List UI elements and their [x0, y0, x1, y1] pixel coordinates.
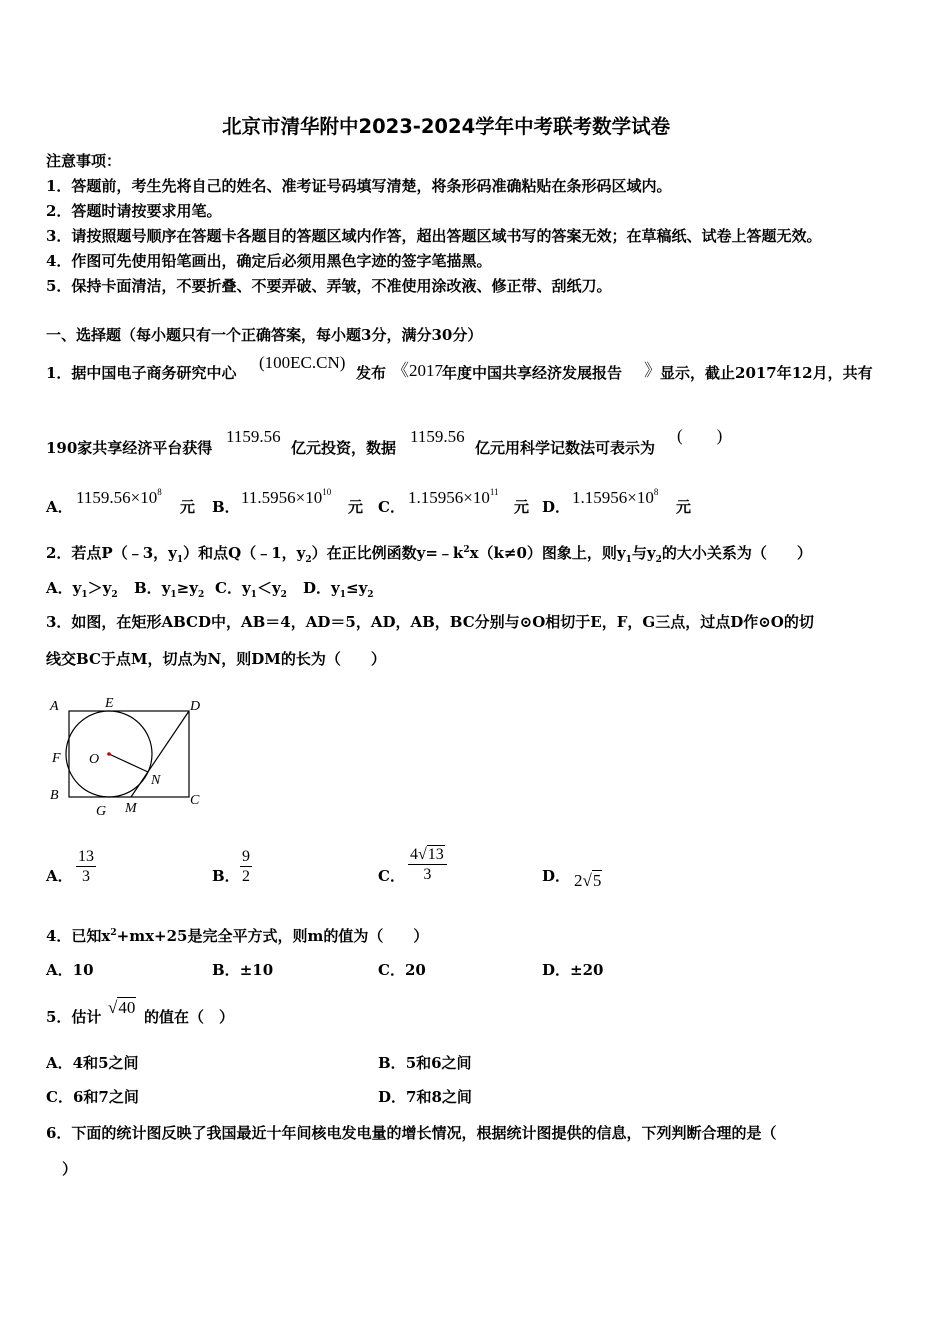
label-n: N — [151, 773, 161, 788]
label-f: F — [52, 751, 61, 766]
option-c: C．6和7之间 — [46, 1088, 139, 1106]
section-heading: 一、选择题（每小题只有一个正确答案，每小题3分，满分30分） — [46, 326, 483, 344]
question-1-text-part: 显示，截止2017年12月，共有 — [660, 364, 873, 382]
option-label: D． — [542, 867, 571, 885]
option-a: A．$y_1>y_2$ — [46, 579, 118, 600]
option-fraction: $\frac{13}{3}$ — [78, 848, 94, 885]
q1-math-year: 《2017 — [392, 361, 443, 380]
question-2-stem: 2．若点P（﹣3，$y_1$）和点Q（﹣1，$y_2$）在正比例函数$y=﹣k^2x(k\ne 0)$图象上，则$y_1$与$y_2$的大小关系为（ ） — [46, 544, 812, 565]
option-label: B． — [212, 867, 240, 885]
notice-item: 2．答题时请按要求用笔。 — [46, 202, 222, 220]
option-d: D．7和8之间 — [378, 1088, 472, 1106]
label-e: E — [105, 696, 114, 711]
option-label: C． — [378, 498, 405, 516]
notice-heading: 注意事项： — [46, 152, 122, 170]
question-3-text: 线交BC于点M，切点为N，则DM的长为（ ） — [46, 650, 386, 668]
option-label: B． — [212, 498, 240, 516]
option-fraction: $\frac{4√13}{3}$ — [408, 847, 447, 883]
q1-math-bracket: 》 — [644, 361, 661, 380]
notice-item: 5．保持卡面清洁，不要折叠、不要弄破、弄皱，不准使用涂改液、修正带、刮纸刀。 — [46, 277, 612, 295]
option-b: B．±10 — [212, 961, 274, 979]
center-point — [107, 752, 111, 756]
notice-item: 4．作图可先使用铅笔画出，确定后必须用黑色字迹的签字笔描黑。 — [46, 252, 492, 270]
option-math: $11.5956\times 10^{10}$ — [241, 487, 332, 507]
notice-item: 3．请按照题号顺序在答题卡各题目的答题区域内作答，超出答题区域书写的答案无效；在草稿纸、试卷上答题无效。 — [46, 227, 822, 245]
option-unit: 元 — [514, 498, 530, 516]
label-o: O — [89, 752, 100, 767]
question-1-text-part: 年度中国共享经济发展报告 — [442, 364, 623, 382]
option-unit: 元 — [676, 498, 692, 516]
radius-on — [109, 754, 148, 772]
question-1-text-part: 发布 — [356, 364, 387, 382]
notice-item: 1．答题前，考生先将自己的姓名、准考证号码填写清楚，将条形码准确粘贴在条形码区域内。 — [46, 177, 672, 195]
q5-radical: √40 — [108, 998, 136, 1017]
question-6-text: ） — [62, 1160, 78, 1178]
question-1-text-part: 亿元投资，数据 — [291, 439, 397, 457]
label-d: D — [190, 699, 201, 714]
option-unit: 元 — [180, 498, 196, 516]
q1-math-number: 1159.56 — [410, 427, 465, 446]
option-math: $1159.56\times 10^8$ — [76, 487, 162, 507]
question-1-text-part: 亿元用科学记数法可表示为 — [475, 439, 656, 457]
answer-paren: ( ) — [677, 426, 723, 445]
option-radical: 2√5 — [574, 871, 602, 890]
geometry-figure — [40, 690, 210, 820]
option-c: C．20 — [378, 961, 426, 979]
label-a: A — [50, 699, 59, 714]
label-c: C — [190, 793, 200, 808]
q1-math-source: (100EC.CN) — [259, 353, 346, 372]
option-b: B．5和6之间 — [378, 1054, 472, 1072]
question-1-text-part: 190家共享经济平台获得 — [46, 439, 213, 457]
option-fraction: $\frac{9}{2}$ — [242, 848, 250, 885]
option-math: $1.15956\times 10^{11}$ — [408, 487, 499, 507]
option-a: A．10 — [46, 961, 94, 979]
question-5-text: 5．估计 — [46, 1008, 102, 1026]
label-m: M — [125, 801, 137, 816]
label-b: B — [50, 788, 59, 803]
page-title: 北京市清华附中2023-2024学年中考联考数学试卷 — [222, 115, 671, 138]
option-label: D． — [542, 498, 571, 516]
option-d: D．±20 — [542, 961, 604, 979]
option-unit: 元 — [348, 498, 364, 516]
question-5-text: 的值在（ ） — [144, 1008, 235, 1026]
option-label: A． — [46, 498, 73, 516]
option-math: $1.15956\times 10^8$ — [572, 487, 659, 507]
question-3-text: 3．如图，在矩形ABCD中，AB＝4，AD＝5，AD，AB，BC分别与⊙O相切于E，F，G三点，过点D作⊙O的切 — [46, 613, 814, 631]
option-d: D．$y_1\le y_2$ — [303, 579, 374, 600]
rectangle-abcd — [69, 711, 189, 797]
question-1-text-part: 1．据中国电子商务研究中心 — [46, 364, 237, 382]
option-c: C．$y_1<y_2$ — [215, 579, 287, 600]
option-label: A． — [46, 867, 73, 885]
option-b: B．$y_1\ge y_2$ — [134, 579, 205, 600]
q1-math-number: 1159.56 — [226, 427, 281, 446]
question-4-stem: 4．已知$x^2+mx+25$是完全平方式，则m的值为（ ） — [46, 927, 429, 945]
option-a: A．4和5之间 — [46, 1054, 139, 1072]
label-g: G — [96, 804, 107, 819]
question-6-text: 6．下面的统计图反映了我国最近十年间核电发电量的增长情况，根据统计图提供的信息，下列判断合理的是（ — [46, 1124, 777, 1142]
option-label: C． — [378, 867, 405, 885]
